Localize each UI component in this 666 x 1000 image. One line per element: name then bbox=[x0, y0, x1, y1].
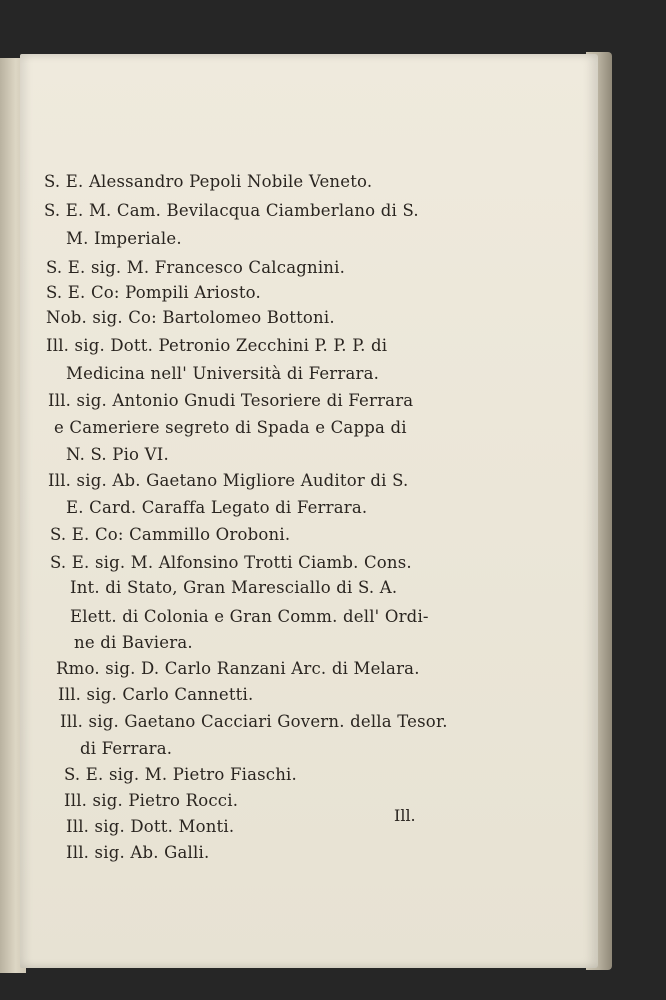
list-line: Ill. sig. Gaetano Cacciari Govern. della Tesor. bbox=[60, 712, 448, 731]
list-line: S. E. sig. M. Francesco Calcagnini. bbox=[46, 258, 346, 277]
list-line: M. Imperiale. bbox=[66, 229, 182, 248]
list-line: di Ferrara. bbox=[80, 739, 173, 758]
list-line: S. E. M. Cam. Bevilacqua Ciamberlano di S. bbox=[44, 201, 419, 220]
list-line: S. E. Co: Cammillo Oroboni. bbox=[50, 525, 291, 544]
list-line: Ill. sig. Ab. Galli. bbox=[66, 843, 210, 862]
list-line: Int. di Stato, Gran Maresciallo di S. A. bbox=[70, 578, 398, 597]
catchword: Ill. bbox=[394, 806, 416, 825]
list-line: Ill. sig. Dott. Petronio Zecchini P. P. P. di bbox=[46, 336, 388, 355]
list-line: Elett. di Colonia e Gran Comm. dell' Ordi- bbox=[70, 607, 429, 626]
list-line: S. E. Co: Pompili Ariosto. bbox=[46, 283, 261, 302]
list-line: Rmo. sig. D. Carlo Ranzani Arc. di Melara. bbox=[56, 659, 420, 678]
list-line: e Cameriere segreto di Spada e Cappa di bbox=[54, 418, 407, 437]
list-line: Ill. sig. Antonio Gnudi Tesoriere di Ferrara bbox=[48, 391, 414, 410]
list-line: ne di Baviera. bbox=[74, 633, 193, 652]
list-line: N. S. Pio VI. bbox=[66, 445, 169, 464]
list-line: Ill. sig. Carlo Cannetti. bbox=[58, 685, 254, 704]
list-line: Ill. sig. Dott. Monti. bbox=[66, 817, 235, 836]
list-line: Ill. sig. Ab. Gaetano Migliore Auditor di S. bbox=[48, 471, 409, 490]
list-line: E. Card. Caraffa Legato di Ferrara. bbox=[66, 498, 368, 517]
list-line: S. E. Alessandro Pepoli Nobile Veneto. bbox=[44, 172, 373, 191]
list-line: Medicina nell' Università di Ferrara. bbox=[66, 364, 380, 383]
list-line: Nob. sig. Co: Bartolomeo Bottoni. bbox=[46, 308, 335, 327]
list-line: S. E. sig. M. Alfonsino Trotti Ciamb. Cons. bbox=[50, 553, 412, 572]
list-line: Ill. sig. Pietro Rocci. bbox=[64, 791, 239, 810]
list-line: S. E. sig. M. Pietro Fiaschi. bbox=[64, 765, 297, 784]
